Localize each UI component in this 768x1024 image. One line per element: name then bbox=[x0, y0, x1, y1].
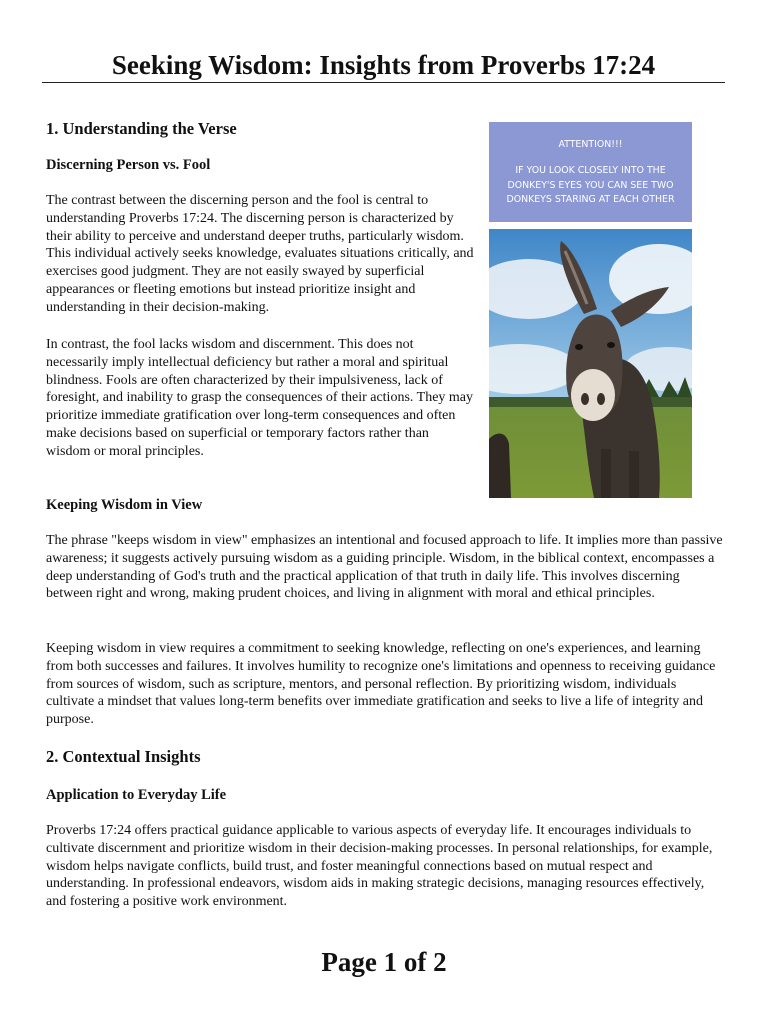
subheading-keeping-wisdom: Keeping Wisdom in View bbox=[46, 497, 203, 513]
document-title: Seeking Wisdom: Insights from Proverbs 17:24 bbox=[111, 50, 656, 80]
paragraph-commitment: Keeping wisdom in view requires a commitment to seeking knowledge, reflecting on one's experiences, and learning from both successes and failures. It involves humility to recognize one's limitations and openness to receiving guidance from sources of wisdom, such as scripture, mentors, and personal reflection. By prioritizing wisdom, individuals cultivate a mindset that values long-term benefits over immediate gratification and seeks to live a life of integrity and purpose. bbox=[46, 641, 716, 728]
paragraph-fool: In contrast, the fool lacks wisdom and discernment. This does not necessarily imply intellectual deficiency but rather a moral and spiritual blindness. Fools are often characterized by their impulsiveness, lack of foresight, and inability to grasp the consequences of their actions. They may prioritize immediate gratification over long-term consequences and often make decisions based on superficial or temporary factors rather than wisdom or moral principles. bbox=[46, 337, 474, 459]
page-footer: Page 1 of 2 bbox=[321, 947, 447, 977]
paragraph-everyday-life: Proverbs 17:24 offers practical guidance applicable to various aspects of everyday life. It encourages individuals to cultivate discernment and prioritize wisdom in their decision-making processes. In personal relationships, for example, wisdom helps navigate conflicts, build trust, and foster meaningful connections based on mutual respect and understanding. In professional endeavors, wisdom aids in making strategic decisions, managing resources effectively, and fostering a positive work environment. bbox=[46, 823, 713, 910]
meme-banner bbox=[489, 122, 692, 222]
subheading-everyday-life: Application to Everyday Life bbox=[46, 787, 227, 803]
paragraph-discerning: The contrast between the discerning person and the fool is central to understanding Proverbs 17:24. The discerning person is characterized by their ability to perceive and understand deeper truths, particularly wisdom. This individual actively seeks knowledge, evaluates situations critically, and exercises good judgment. They are not easily swayed by superficial appearances or fleeting emotions but instead prioritize insight and understanding in their decision-making. bbox=[46, 193, 474, 315]
meme-caption-text: IF YOU LOOK CLOSELY INTO THE DONKEY'S EYES YOU CAN SEE TWO DONKEYS STARING AT EACH OTHER bbox=[506, 165, 675, 205]
paragraph-keeps-wisdom: The phrase "keeps wisdom in view" emphasizes an intentional and focused approach to life. It implies more than passive awareness; it suggests actively pursuing wisdom as a guiding principle. Wisdom, in the biblical context, encompasses a deep understanding of God's truth and the practical application of that truth in daily life. This involves discerning between right and wrong, making prudent choices, and living in alignment with moral and ethical principles. bbox=[46, 533, 723, 602]
title-rule bbox=[42, 82, 725, 83]
section-1-heading: 1. Understanding the Verse bbox=[46, 119, 237, 138]
donkey-photo bbox=[489, 229, 692, 498]
subheading-discerning: Discerning Person vs. Fool bbox=[46, 157, 211, 173]
meme-attention-text: ATTENTION!!! bbox=[558, 139, 623, 150]
donkey-meme-image bbox=[489, 122, 692, 498]
section-2-heading: 2. Contextual Insights bbox=[46, 747, 201, 766]
